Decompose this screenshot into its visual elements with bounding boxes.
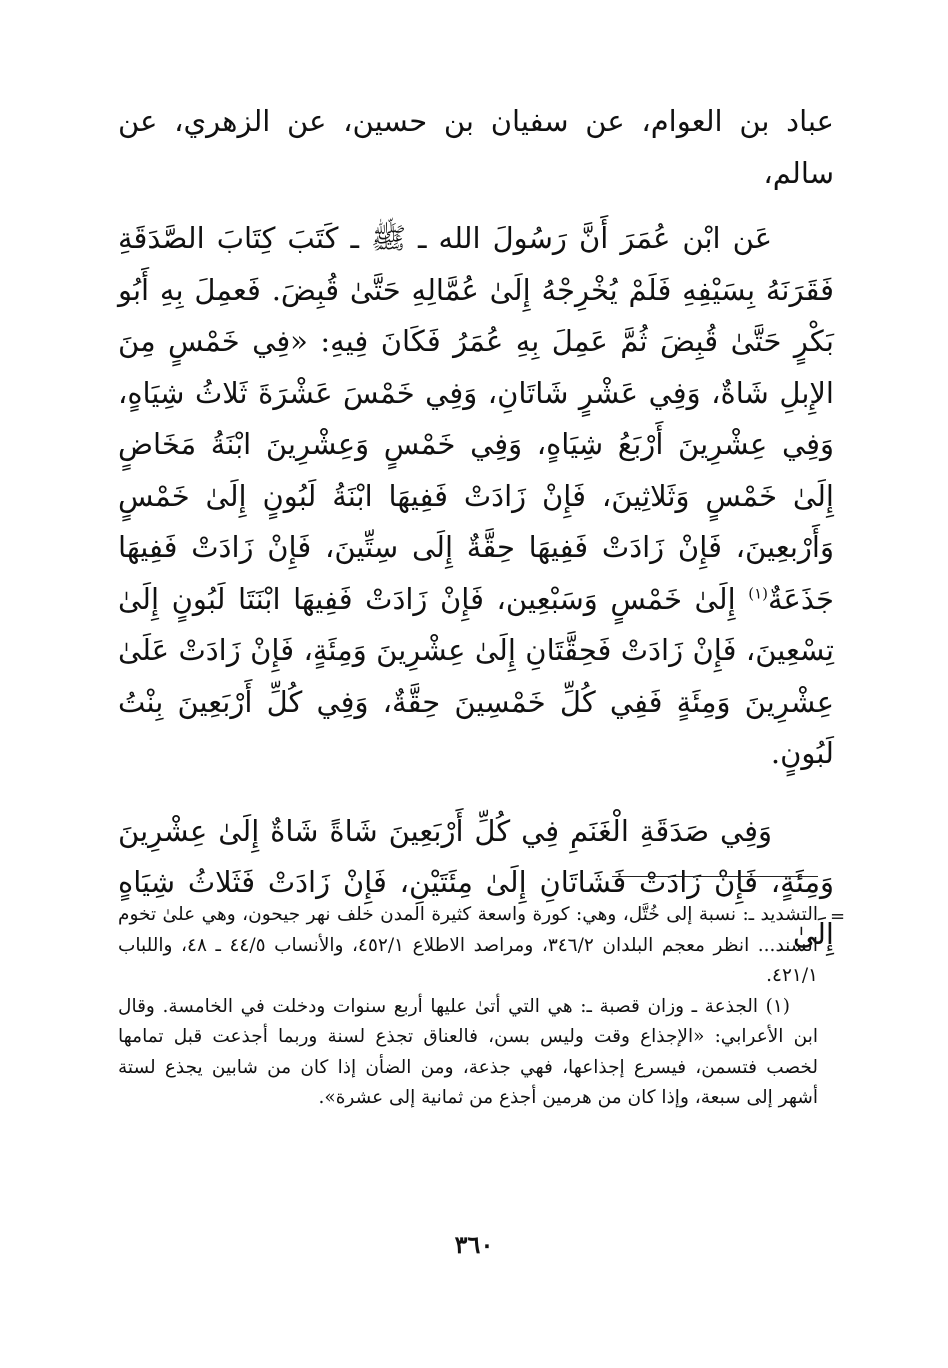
main-text (118, 96, 834, 960)
isnad-line: عباد بن العوام، عن سفيان بن حسين، عن الزهري، عن سالم، (118, 104, 834, 190)
hadith-text-part-1: عَن ابْن عُمَرَ أَنَّ رَسُولَ الله ـ ﷺ ـ كَتَبَ كِتَابَ الصَّدَقَةِ فَقَرَنَهُ بِسَيْفِهِ فَلَمْ يُخْرِجْهُ إِلَىٰ عُمَّالِهِ حَتَّىٰ قُبِضَ. فَعمِلَ بِهِ أَبُو بَكْرٍ حَتَّىٰ قُبِضَ ثُمَّ عَمِلَ بِهِ عُمَرُ فَكَانَ فِيهِ: «فِي خَمْسٍ مِنَ الإِبلِ شَاةٌ، وَفِي عَشْرٍ شَاتَانِ، وَفِي خَمْسَ عَشْرَةَ ثَلاثُ شِيَاهٍ، وَفِي عِشْرِينَ أَرْبَعُ شِيَاهٍ، وَفِي خَمْسٍ وَعِشْرِينَ ابْنَةُ مَخَاضٍ إِلَىٰ خَمْسٍ وَثَلاثِينَ، فَإِنْ زَادَتْ فَفِيهَا ابْنَةُ لَبُونٍ إِلَىٰ خَمْسٍ وَأَرْبعِينَ، فَإِنْ زَادَتْ فَفِيهَا حِقَّةٌ إِلَى سِتِّينَ، فَإِنْ زَادَتْ فَفِيهَا جَذَعَةٌ (118, 221, 834, 616)
footnote-reference: (١) (748, 583, 768, 602)
footnote-continuation-mark: = (830, 906, 846, 927)
footnotes (118, 900, 818, 1114)
footnote-continued: التشديد ـ: نسبة إلى خُتَّل، وهي: كورة واسعة كثيرة المدن خلف نهر جيحون، وهي علىٰ تخوم السند... انظر معجم البلدان ٣٤٦/٢، ومراصد الاطلاع ٤٥٢/١، والأنساب ٤٤/٥ ـ ٤٨، واللباب ٤٢١/١. (118, 904, 819, 986)
hadith-paragraph (118, 213, 834, 780)
hadith-text-part-2: إِلَىٰ خَمْسٍ وَسَبْعِين، فَإِنْ زَادَتْ فَفِيهَا ابْنَتَا لَبُونٍ إِلَىٰ تِسْعِينَ، فَإِنْ زَادَتْ فَحِقَّتَانِ إِلَىٰ عِشْرِينَ وَمِئَةٍ، فَإِنْ زَادَتْ عَلَىٰ عِشْرِينَ وَمِئَةٍ فَفِي كُلِّ خَمْسِينَ حِقَّةٌ، وَفِي كُلِّ أَرْبَعِينَ بِنْتُ لَبُونٍ. (118, 581, 834, 770)
footnote-separator (612, 876, 818, 877)
page-number: ٣٦٠ (454, 1230, 494, 1259)
sheep-zakat-paragraph: وَفِي صَدَقَةِ الْغَنَمِ فِي كُلِّ أَرْبَعِينَ شَاةً شَاةٌ إِلَىٰ عِشْرِينَ وَمِئَةٍ، فَإِنْ زَادَتْ فَشَاتَانِ إِلَىٰ مِئَتَيْنِ، فَإِنْ زَادَتْ فَثَلاثُ شِيَاهٍ إِلَىٰ (118, 813, 834, 951)
footnote-1: (١) الجذعة ـ وزان قصبة ـ: هي التي أتىٰ عليها أربع سنوات ودخلت في الخامسة. وقال ابن الأعرابي: «الإجذاع وقت وليس بسن، فالعناق تجذع لسنة وربما أجذعت قبل تمامها لخصب فتسمن، فيسرع إجذاعها، فهي جذعة، ومن الضأن إذا كان من شابين يجذع لستة أشهر إلى سبعة، وإذا كان من هرمين أجذع من ثمانية إلى عشرة». (118, 995, 818, 1108)
